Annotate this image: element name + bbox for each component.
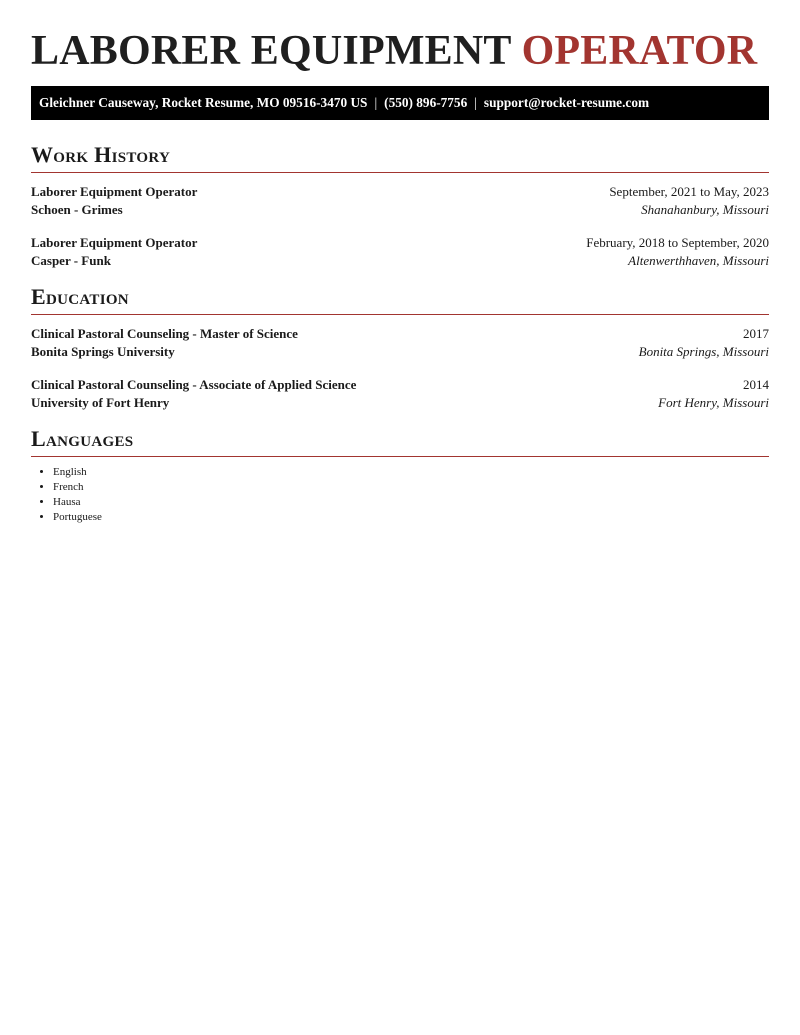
section-title-languages: Languages (31, 426, 769, 457)
languages-list (31, 465, 769, 525)
section-title-education: Education (31, 284, 769, 315)
education-school: Bonita Springs University (31, 344, 175, 359)
work-position: Laborer Equipment Operator (31, 184, 198, 199)
work-dates: September, 2021 to May, 2023 (609, 184, 769, 199)
contact-separator: | (374, 95, 378, 110)
work-company: Schoen - Grimes (31, 202, 123, 217)
language-item: • English (53, 465, 769, 480)
education-degree: Clinical Pastoral Counseling - Master of Science (31, 326, 298, 341)
contact-separator: | (474, 95, 477, 110)
education-degree: Clinical Pastoral Counseling - Associate of Applied Science (31, 377, 357, 392)
work-location: Shanahanbury, Missouri (641, 202, 769, 217)
name-last: OPERATOR (521, 28, 758, 74)
education-year: 2017 (743, 326, 769, 341)
work-entry (31, 183, 769, 219)
name-first: LABORER EQUIPMENT (31, 28, 511, 74)
education-location: Fort Henry, Missouri (658, 395, 769, 410)
education-entry (31, 376, 769, 412)
contact-email: support@rocket-resume.com (483, 95, 650, 110)
contact-bar (31, 86, 769, 120)
work-position: Laborer Equipment Operator (31, 235, 198, 250)
work-company: Casper - Funk (31, 253, 111, 268)
language-item: • Hausa (53, 495, 769, 510)
work-location: Altenwerthhaven, Missouri (628, 253, 769, 268)
language-item: • Portuguese (53, 510, 769, 525)
work-dates: February, 2018 to September, 2020 (586, 235, 769, 250)
education-year: 2014 (743, 377, 769, 392)
contact-address: Gleichner Causeway, Rocket Resume, MO 09516-3470 US (39, 95, 368, 110)
work-entry (31, 234, 769, 270)
resume-name (31, 0, 769, 74)
education-entry (31, 325, 769, 361)
language-item: • French (53, 480, 769, 495)
education-location: Bonita Springs, Missouri (638, 344, 769, 359)
contact-phone: (550) 896-7756 (384, 95, 468, 110)
education-school: University of Fort Henry (31, 395, 170, 410)
section-title-work-history: Work History (31, 142, 769, 173)
resume-page (31, 0, 769, 525)
